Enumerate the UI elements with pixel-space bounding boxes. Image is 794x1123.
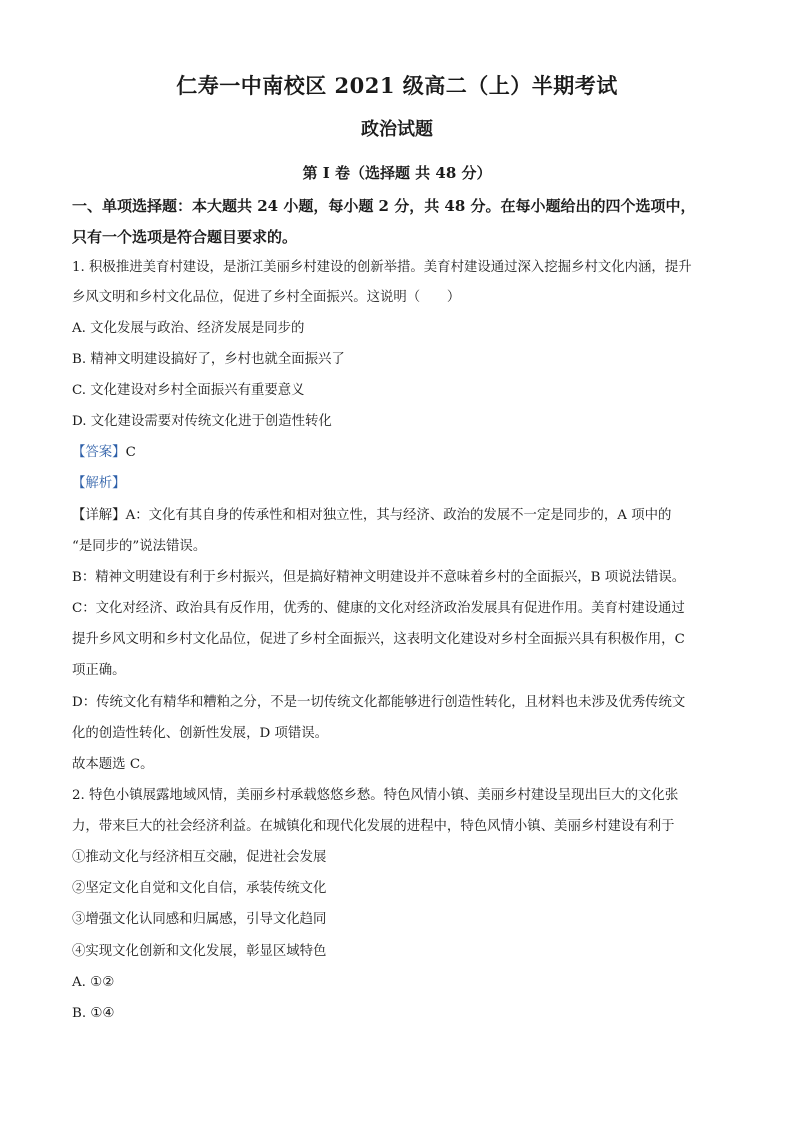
q2-statement-3: ③增强文化认同感和归属感，引导文化趋同 [72,912,327,927]
q1-stem-line-2: 乡风文明和乡村文化品位，促进了乡村全面振兴。这说明（ ） [72,290,461,305]
q1-option-a: A. 文化发展与政治、经济发展是同步的 [72,321,305,336]
instructions-line-1: 一、单项选择题：本大题共 24 小题，每小题 2 分，共 48 分。在每小题给出的四个选项中， [72,197,696,215]
q1-option-d: D. 文化建设需要对传统文化进于创造性转化 [72,414,332,429]
detail-tag: 【详解】 [72,508,126,523]
q1-analysis-heading [72,474,752,494]
q1-option-c: C. 文化建设对乡村全面振兴有重要意义 [72,383,305,398]
q1-detail-line-8: 化的创造性转化、创新性发展，D 项错误。 [72,726,329,741]
q1-detail-line-3: B：精神文明建设有利于乡村振兴，但是搞好精神文明建设并不意味着乡村的全面振兴，B 项说法错误。 [72,570,686,585]
exam-title: 仁寿一中南校区 2021 级高二（上）半期考试 [176,73,618,98]
q1-stem-line-1: 1. 积极推进美育村建设，是浙江美丽乡村建设的创新举措。美育村建设通过深入挖掘乡村文化内涵，提升 [72,260,692,275]
q2-option-a: A. ①② [72,975,115,990]
q1-detail-line-6: 项正确。 [72,663,126,678]
analysis-tag: 【解析】 [72,476,126,491]
q2-statement-2: ②坚定文化自觉和文化自信，承装传统文化 [72,881,327,896]
section-title: 第 I 卷（选择题 共 48 分） [302,164,492,182]
q1-option-b: B. 精神文明建设搞好了，乡村也就全面振兴了 [72,352,345,367]
q1-answer [72,443,752,463]
q2-stem-line-2: 力，带来巨大的社会经济利益。在城镇化和现代化发展的进程中，特色风情小镇、美丽乡村建设有利于 [72,819,675,834]
q1-detail-line-7: D：传统文化有精华和糟粕之分，不是一切传统文化都能够进行创造性转化，且材料也未涉及优秀传统文 [72,695,686,710]
q2-statement-1: ①推动文化与经济相互交融，促进社会发展 [72,850,327,865]
q2-option-b: B. ①④ [72,1006,115,1021]
q1-detail-line-4: C：文化对经济、政治具有反作用，优秀的、健康的文化对经济政治发展具有促进作用。美育村建设通过 [72,601,685,616]
q2-stem-line-1: 2. 特色小镇展露地域风情，美丽乡村承载悠悠乡愁。特色风情小镇、美丽乡村建设呈现出巨大的文化张 [72,788,679,803]
subject-title: 政治试题 [361,119,433,140]
q1-detail-line-5: 提升乡风文明和乡村文化品位，促进了乡村全面振兴，这表明文化建设对乡村全面振兴具有积极作用，C [72,632,685,647]
q1-conclusion: 故本题选 C。 [72,757,154,772]
instructions-line-2: 只有一个选项是符合题目要求的。 [72,228,298,246]
detail-text: A：文化有其自身的传承性和相对独立性，其与经济、政治的发展不一定是同步的，A 项中的 [125,508,672,523]
q2-statement-4: ④实现文化创新和文化发展，彰显区域特色 [72,944,327,959]
q1-detail-line-2: “是同步的”说法错误。 [72,539,207,554]
answer-tag: 【答案】 [72,445,126,460]
q1-detail-line-1 [72,506,752,526]
answer-value: C [125,445,136,460]
